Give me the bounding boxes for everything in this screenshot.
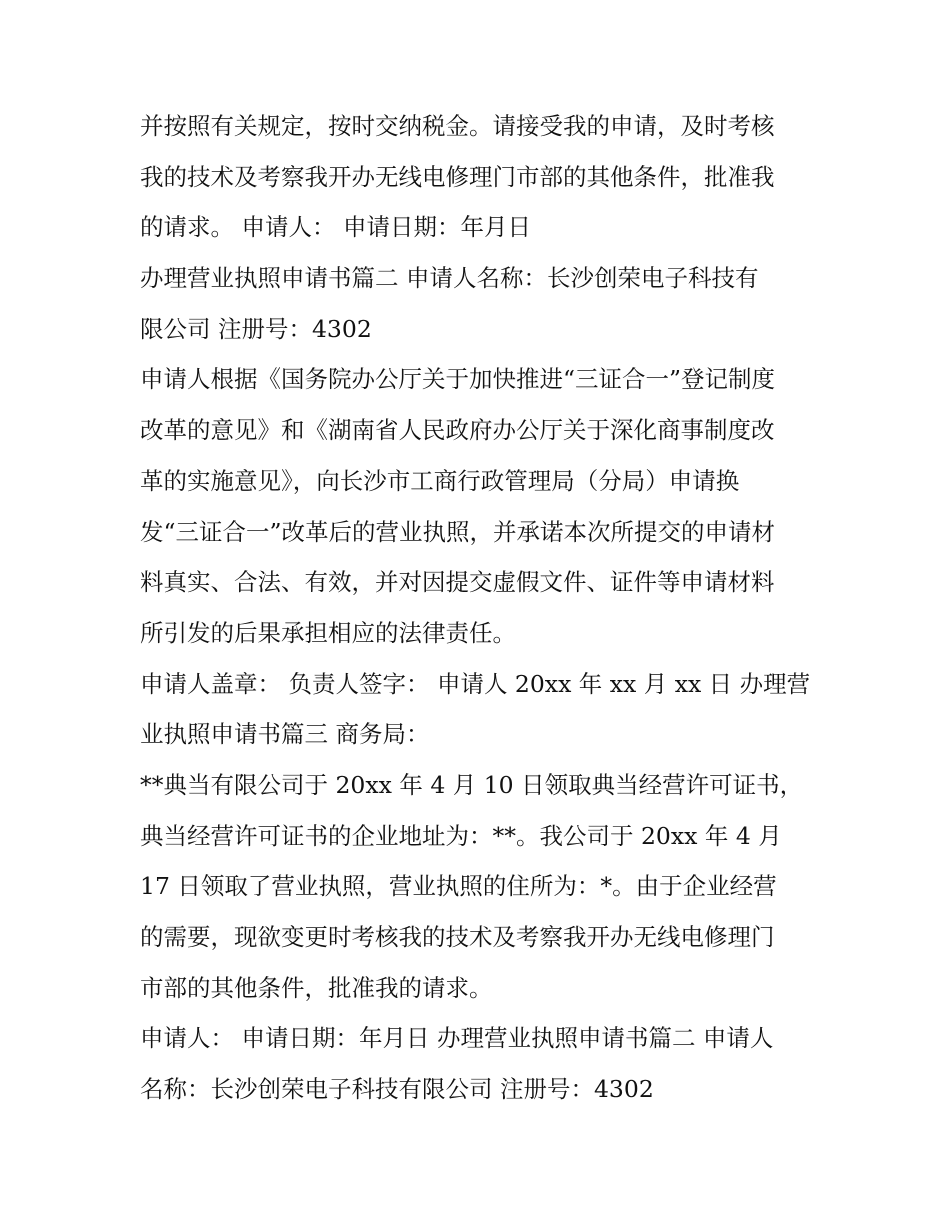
text-line: 发“三证合一”改革后的营业执照，并承诺本次所提交的申请材 <box>140 517 776 546</box>
text-line: 革的实施意见》，向长沙市工商行政管理局（分局）申请换 <box>140 466 740 495</box>
text-line: 限公司 注册号：4302 <box>140 314 372 343</box>
text-line: 申请人根据《国务院办公厅关于加快推进“三证合一”登记制度 <box>140 365 776 394</box>
document-body <box>140 101 820 1115</box>
text-line: 典当经营许可证书的企业地址为：**。我公司于 20xx 年 4 月 <box>140 821 782 850</box>
paragraph-application-basis <box>140 354 820 658</box>
paragraph-section-two-header <box>140 253 820 354</box>
paragraph-closing-request <box>140 101 820 253</box>
text-line: 业执照申请书篇三 商务局： <box>140 720 430 749</box>
text-line: 并按照有关规定，按时交纳税金。请接受我的申请，及时考核 <box>140 112 775 140</box>
text-line: 所引发的后果承担相应的法律责任。 <box>140 618 516 647</box>
text-line: 料真实、合法、有效，并对因提交虚假文件、证件等申请材料 <box>140 568 775 597</box>
text-line: 名称：长沙创荣电子科技有限公司 注册号：4302 <box>140 1075 654 1104</box>
text-line: 17 日领取了营业执照，营业执照的住所为：*。由于企业经营 <box>140 872 777 901</box>
text-line: 办理营业执照申请书篇二 申请人名称：长沙创荣电子科技有 <box>140 264 759 293</box>
text-line: **典当有限公司于 20xx 年 4 月 10 日领取典当经营许可证书， <box>140 770 804 799</box>
text-line: 我的技术及考察我开办无线电修理门市部的其他条件，批准我 <box>140 162 775 191</box>
text-line: 的需要，现欲变更时考核我的技术及考察我开办无线电修理门 <box>140 923 775 951</box>
text-line: 的请求。 申请人： 申请日期：年月日 <box>140 213 531 242</box>
paragraph-pawn-company <box>140 760 820 1013</box>
text-line: 改革的意见》和《湖南省人民政府办公厅关于深化商事制度改 <box>140 416 775 445</box>
paragraph-final-applicant <box>140 1013 820 1114</box>
text-line: 申请人： 申请日期：年月日 办理营业执照申请书篇二 申请人 <box>140 1024 774 1053</box>
text-line: 申请人盖章： 负责人签字： 申请人 20xx 年 xx 月 xx 日 办理营 <box>140 669 811 698</box>
paragraph-signature-line <box>140 659 820 760</box>
text-line: 市部的其他条件，批准我的请求。 <box>140 973 493 1002</box>
